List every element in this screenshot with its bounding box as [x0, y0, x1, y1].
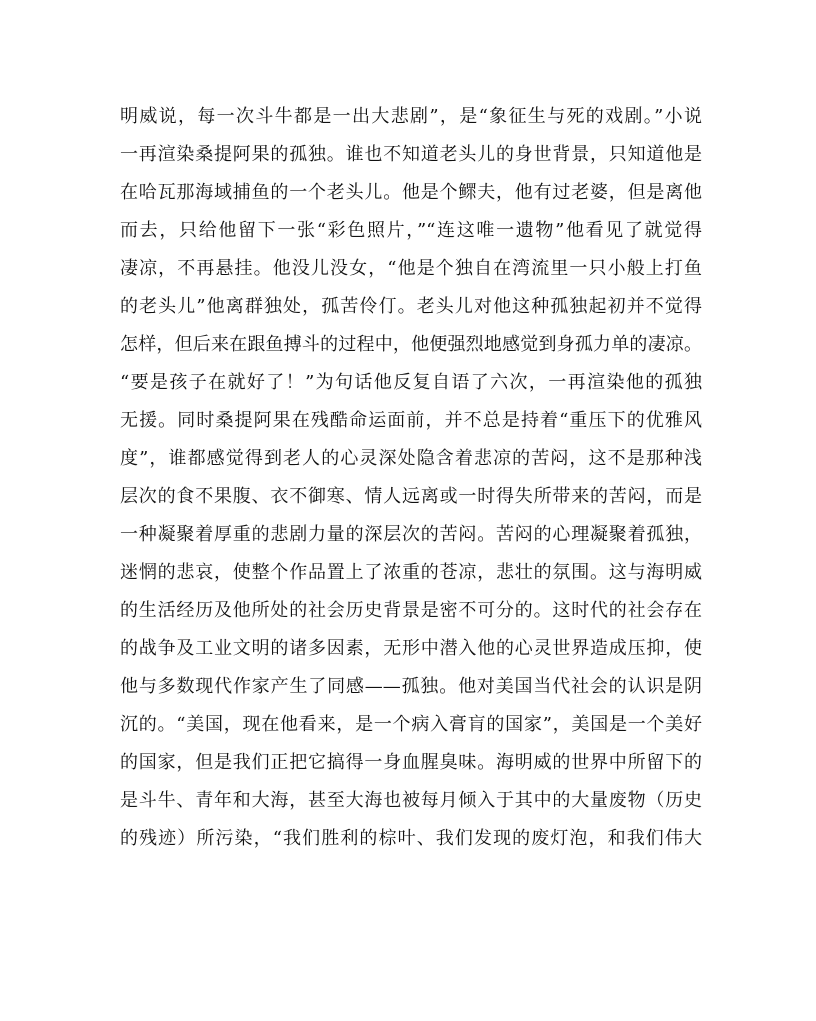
text-line: 而去，只给他留下一张“彩色照片，”“连这唯一遗物”他看见了就觉得 — [120, 220, 702, 241]
text-line: 层次的食不果腹、衣不御寒、情人远离或一时得失所带来的苦闷，而是 — [120, 486, 702, 507]
text-line: 一再渲染桑提阿果的孤独。谁也不知道老头儿的身世背景，只知道他是 — [120, 144, 702, 165]
text-line: 的战争及工业文明的诸多因素，无形中潜入他的心灵世界造成压抑，使 — [120, 638, 702, 659]
text-line: 沉的。“美国，现在他看来，是一个病入膏肓的国家”，美国是一个美好 — [120, 714, 702, 735]
text-line: 的生活经历及他所处的社会历史背景是密不可分的。这时代的社会存在 — [120, 600, 702, 621]
text-line: 无援。同时桑提阿果在残酷命运面前，并不总是持着“重压下的优雅风 — [120, 410, 702, 431]
text-line: 的国家，但是我们正把它搞得一身血腥臭味。海明威的世界中所留下的 — [120, 752, 702, 773]
text-line: 一种凝聚着厚重的悲剧力量的深层次的苦闷。苦闷的心理凝聚着孤独， — [120, 524, 702, 545]
text-line: 在哈瓦那海域捕鱼的一个老头儿。他是个鳏夫，他有过老婆，但是离他 — [120, 182, 702, 203]
text-line: “要是孩子在就好了！”为句话他反复自语了六次，一再渲染他的孤独 — [120, 372, 702, 393]
body-paragraph — [120, 98, 702, 858]
text-line: 的残迹）所污染，“我们胜利的棕叶、我们发现的废灯泡，和我们伟大 — [120, 828, 702, 849]
text-line: 明威说，每一次斗牛都是一出大悲剧”，是“象征生与死的戏剧。”小说 — [120, 106, 702, 127]
text-line: 怎样，但后来在跟鱼搏斗的过程中，他便强烈地感觉到身孤力单的凄凉。 — [120, 334, 702, 355]
text-line: 是斗牛、青年和大海，甚至大海也被每月倾入于其中的大量废物（历史 — [120, 790, 702, 811]
text-line: 度”，谁都感觉得到老人的心灵深处隐含着悲凉的苦闷，这不是那种浅 — [120, 448, 702, 469]
text-line: 迷惘的悲哀，使整个作品置上了浓重的苍凉，悲壮的氛围。这与海明威 — [120, 562, 702, 583]
text-line: 凄凉，不再悬挂。他没儿没女，“他是个独自在湾流里一只小般上打鱼 — [120, 258, 702, 279]
text-line: 他与多数现代作家产生了同感——孤独。他对美国当代社会的认识是阴 — [120, 676, 702, 697]
text-line: 的老头儿”他离群独处，孤苦伶仃。老头儿对他这种孤独起初并不觉得 — [120, 296, 702, 317]
